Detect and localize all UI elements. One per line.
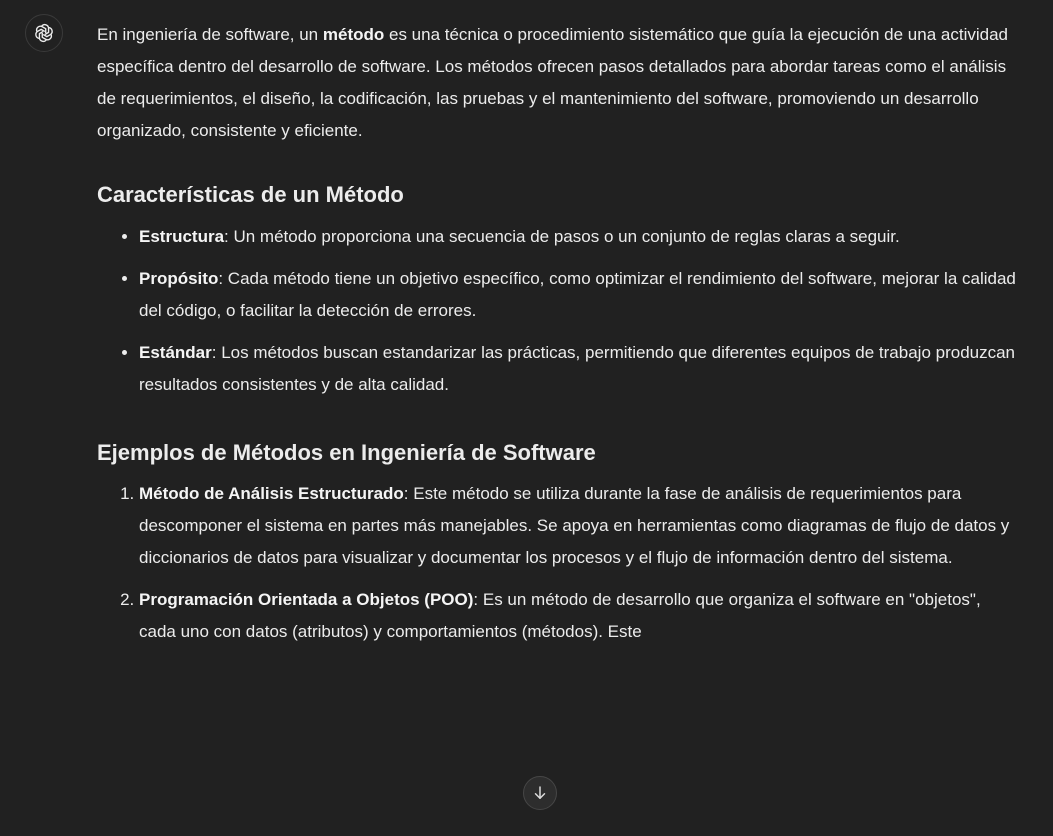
arrow-down-icon [531, 784, 549, 802]
list-item-term: Programación Orientada a Objetos (POO) [139, 590, 474, 609]
intro-text-end: es una técnica o procedimiento sistemático que guía la ejecución de una actividad específica dentro del desarrollo de software. Los métodos ofrecen pasos detallados para abordar tareas como el análisis de requerimientos, el diseño, la codificación, las pruebas y el mantenimiento del software, promoviendo un desarrollo organizado, consistente y eficiente. [97, 25, 1008, 140]
list-item-text: : Es un método de desarrollo que organiza el software en "objetos", cada uno con datos (atributos) y comportamientos (métodos). Este [139, 590, 981, 641]
list-item-text: : Un método proporciona una secuencia de pasos o un conjunto de reglas claras a seguir. [224, 227, 900, 246]
heading-ejemplos: Ejemplos de Métodos en Ingeniería de Software [97, 440, 596, 465]
ejemplos-list [97, 478, 1022, 648]
intro-bold-term: método [322, 25, 385, 44]
intro-text-start: En ingeniería de software, un [97, 25, 323, 44]
assistant-message [97, 19, 1022, 658]
list-item [139, 263, 1022, 327]
list-item-term: Método de Análisis Estructurado [139, 484, 404, 503]
list-item-text: : Cada método tiene un objetivo específico, como optimizar el rendimiento del software, mejorar la calidad del código, o facilitar la detección de errores. [139, 269, 1016, 320]
list-item [139, 221, 1022, 253]
caracteristicas-list [97, 221, 1022, 401]
list-item [139, 478, 1022, 574]
heading-caracteristicas: Características de un Método [97, 182, 404, 207]
list-item-term: Estándar [139, 343, 212, 362]
openai-logo-icon [33, 22, 55, 44]
list-item-term: Estructura [139, 227, 225, 246]
list-item [139, 584, 1022, 648]
assistant-avatar [25, 14, 63, 52]
list-item-term: Propósito [139, 269, 219, 288]
scroll-to-bottom-button[interactable] [523, 776, 557, 810]
list-item-text: : Los métodos buscan estandarizar las prácticas, permitiendo que diferentes equipos de trabajo produzcan resultados consistentes y de alta calidad. [139, 343, 1016, 394]
list-item [139, 337, 1022, 401]
intro-paragraph [97, 19, 1022, 147]
list-item-text: : Este método se utiliza durante la fase de análisis de requerimientos para descomponer el sistema en partes más manejables. Se apoya en herramientas como diagramas de flujo de datos y diccionarios de datos para visualizar y documentar los procesos y el flujo de información dentro del sistema. [139, 484, 1010, 567]
